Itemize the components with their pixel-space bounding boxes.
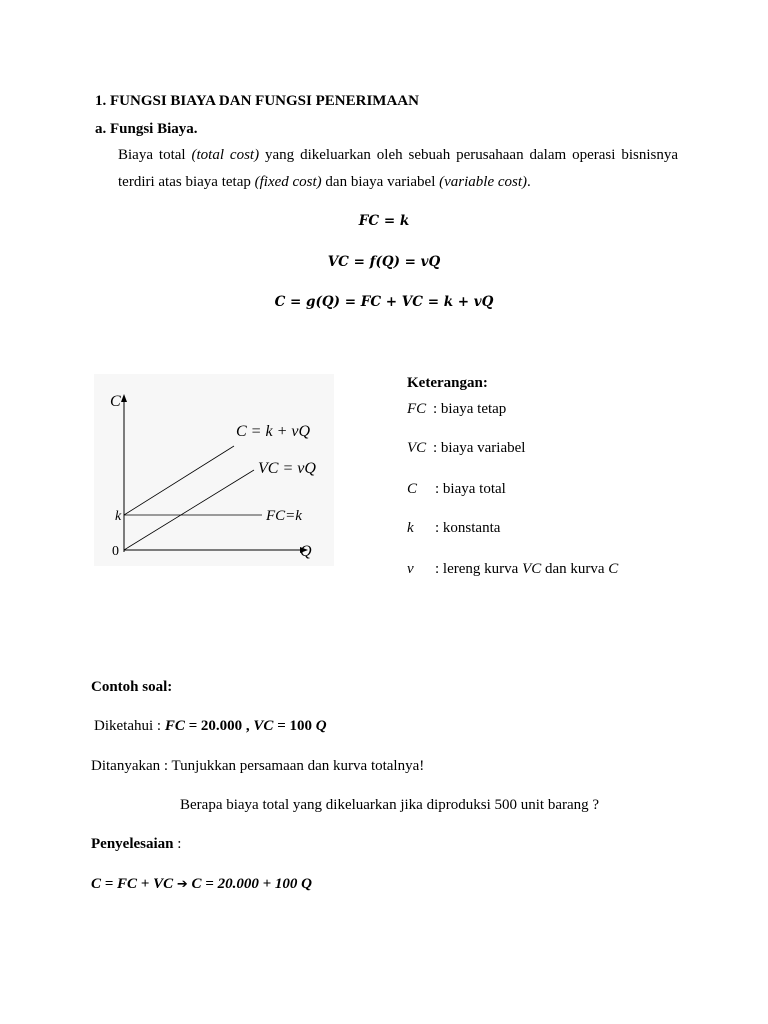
legend-symbol-vc: VC <box>407 440 427 456</box>
origin-label: 0 <box>112 544 119 559</box>
legend-title: Keterangan: <box>407 375 488 391</box>
legend-symbol-fc: FC <box>407 401 427 417</box>
example-question-2: Berapa biaya total yang dikeluarkan jika diproduksi 500 unit barang ? <box>180 797 600 813</box>
legend-desc-k: : konstanta <box>435 520 501 536</box>
vc-line <box>124 470 254 550</box>
x-axis-label: Q <box>300 543 312 560</box>
legend-desc-c: : biaya total <box>435 481 506 497</box>
subsection-heading: a. Fungsi Biaya. <box>95 121 198 137</box>
example-title: Contoh soal: <box>91 679 173 695</box>
legend-symbol-k: k <box>407 520 414 536</box>
legend-symbol-v: v <box>407 561 414 577</box>
cost-graph-svg <box>94 374 334 566</box>
vc-line-label: VC = vQ <box>258 460 316 477</box>
legend-desc-fc: : biaya tetap <box>433 401 507 417</box>
fc-line-label: FC=k <box>266 508 302 524</box>
example-given: Diketahui : FC = 20.000 , VC = 100 Q <box>94 718 327 734</box>
y-axis-label: C <box>110 393 121 410</box>
equation-vc: 𝑽𝑪 = 𝒇(𝑸) = 𝒗𝑸 <box>327 254 441 270</box>
legend-desc-vc: : biaya variabel <box>433 440 526 456</box>
section-heading: 1. FUNGSI BIAYA DAN FUNGSI PENERIMAAN <box>95 93 419 109</box>
cost-graph <box>94 374 334 566</box>
c-line-label: C = k + vQ <box>236 423 311 440</box>
equation-c: 𝑪 = 𝒈(𝑸) = 𝑭𝑪 + 𝑽𝑪 = 𝒌 + 𝒗𝑸 <box>274 294 494 310</box>
example-question: Ditanyakan : Tunjukkan persamaan dan kurva totalnya! <box>91 758 425 774</box>
legend-symbol-c: C <box>407 481 418 497</box>
c-line <box>124 446 234 515</box>
arrow-icon: ➔ <box>176 877 188 892</box>
paragraph-line-1: Biaya total (total cost) yang dikeluarkan oleh sebuah perusahaan dalam operasi bisnisnya <box>118 147 678 163</box>
solution-label: Penyelesaian : <box>91 836 182 852</box>
legend-desc-v: : lereng kurva VC dan kurva C <box>435 561 619 577</box>
solution-equation: C = FC + VC ➔ C = 20.000 + 100 Q <box>91 876 312 892</box>
equation-fc: 𝑭𝑪 = 𝒌 <box>358 213 410 229</box>
y-axis-arrow <box>121 394 127 402</box>
k-label: k <box>115 509 122 524</box>
paragraph-line-2: terdiri atas biaya tetap (fixed cost) dan biaya variabel (variable cost). <box>118 174 531 190</box>
